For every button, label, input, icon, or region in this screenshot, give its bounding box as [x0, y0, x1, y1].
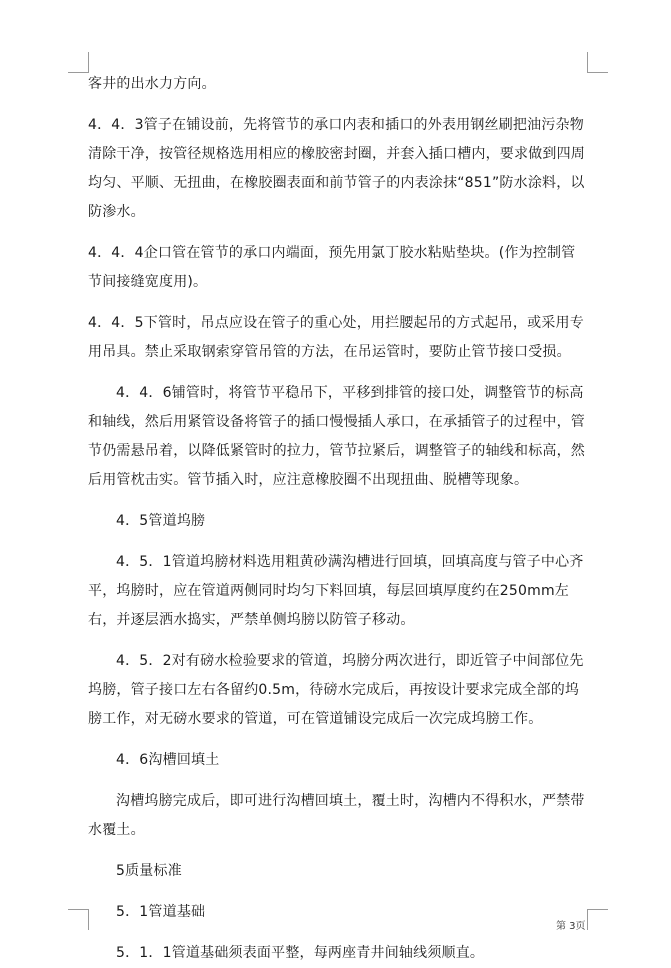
top-right-crop-mark	[587, 52, 608, 73]
paragraph-continuation: 客井的出水力方向。	[88, 76, 216, 92]
paragraph-4-4-4: 4．4．4企口管在管节的承口内端面，预先用氯丁胶水粘贴垫块。(作为控制管节间接缝宽度用)。	[88, 245, 576, 290]
document-body	[88, 70, 588, 968]
heading-4-6: 4．6沟槽回填土	[116, 752, 220, 768]
paragraph-4-5-2: 4．5．2对有磅水检验要求的管道，坞膀分两次进行，即近管子中间部位先坞膀，管子接口左右各留约0.5m，待磅水完成后，再按设计要求完成全部的坞膀工作，对无磅水要求的管道，可在管道铺设完成后一次完成坞膀工作。	[88, 653, 584, 727]
paragraph-4-6-body: 沟槽坞膀完成后，即可进行沟槽回填土，覆土时，沟槽内不得积水，严禁带水覆土。	[88, 793, 585, 838]
bottom-left-crop-mark	[68, 909, 89, 930]
page-number: 第 3页	[556, 921, 586, 932]
paragraph-4-5-1: 4．5．1管道坞膀材料选用粗黄砂满沟槽进行回填，回填高度与管子中心齐平，坞膀时，应在管道两侧同时均匀下料回填，每层回填厚度约在250mm左右，并逐层洒水捣实，严禁单侧坞膀以防管子移动。	[88, 554, 584, 628]
heading-5-1: 5．1管道基础	[116, 904, 206, 920]
top-left-crop-mark	[68, 52, 89, 73]
paragraph-4-4-3: 4．4．3管子在铺设前，先将管节的承口内表和插口的外表用钢丝刷把油污杂物清除干净，按管径规格选用相应的橡胶密封圈，并套入插口槽内，要求做到四周均匀、平顺、无扭曲，在橡胶圈表面和前节管子的内表涂抹“851”防水涂料，以防渗水。	[88, 117, 585, 220]
heading-4-5: 4．5管道坞膀	[116, 513, 206, 529]
paragraph-4-4-6: 4．4．6铺管时，将管节平稳吊下，平移到排管的接口处，调整管节的标高和轴线，然后用紧管设备将管子的插口慢慢插人承口，在承插管子的过程中，管节仍需悬吊着，以降低紧管时的拉力，管节拉紧后，调整管子的轴线和标高，然后用管枕击实。管节插入时，应注意橡胶圈不出现扭曲、脱槽等现象。	[88, 385, 585, 488]
paragraph-5-1-1: 5．1．1管道基础须表面平整，每两座青井间轴线须顺直。	[116, 945, 485, 961]
heading-5: 5质量标准	[116, 863, 182, 879]
paragraph-4-4-5: 4．4．5下管时，吊点应设在管子的重心处，用拦腰起吊的方式起吊，或采用专用吊具。禁止采取钢索穿管吊管的方法，在吊运管时，要防止管节接口受损。	[88, 315, 584, 360]
bottom-right-crop-mark	[587, 909, 608, 930]
